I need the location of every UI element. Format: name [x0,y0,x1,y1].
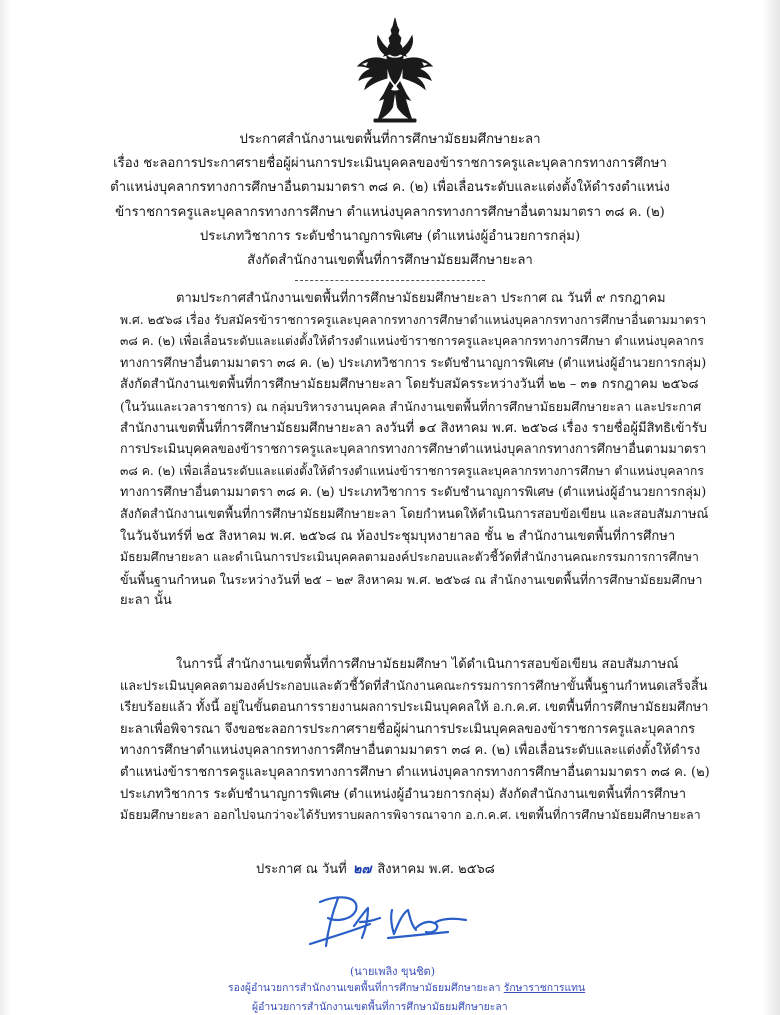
paragraph-line: มัธยมศึกษายะลา และดำเนินการประเมินบุคคลตามองค์ประกอบและตัวชี้วัดที่สำนักงานคณะกรรมการการศึกษา [120,550,699,565]
signer-title-line-1 [228,979,585,998]
dateline-prefix: ประกาศ ณ วันที่ [256,862,347,877]
paragraph-line: ๓๘ ค. (๒) เพื่อเลื่อนระดับและแต่งตั้งให้ดำรงตำแหน่งข้าราชการครูและบุคลากรทางการศึกษา ตำแหน่งบุคลากร [120,463,704,478]
paragraph-line: ยะลาเพื่อพิจารณา จึงขอชะลอการประกาศรายชื่อผู้ผ่านการประเมินบุคคลของข้าราชการครูและบุคลากร [120,721,696,737]
body-paragraph-1 [120,288,710,612]
signer-position: รองผู้อำนวยการสำนักงานเขตพื้นที่การศึกษามัธยมศึกษายะลา [228,982,501,994]
paragraph-line: ทางการศึกษาอื่นตามมาตรา ๓๘ ค. (๒) ประเภทวิชาการ ระดับชำนาญการพิเศษ (ตำแหน่งผู้อำนวยการกลุ่ม) [120,355,707,371]
paragraph-line: สังกัดสำนักงานเขตพื้นที่การศึกษามัธยมศึกษายะลา โดยรับสมัครระหว่างวันที่ ๒๒ – ๓๑ กรกฎาคม ๒๕๖๘ [120,377,699,393]
signer-acting-for: รักษาราชการแทน [503,982,586,994]
announcement-dateline [256,858,495,879]
paragraph-line: ทางการศึกษาอื่นตามมาตรา ๓๘ ค. (๒) ประเภทวิชาการ ระดับชำนาญการพิเศษ (ตำแหน่งผู้อำนวยการกลุ่ม) [120,485,707,501]
header-line-4: ข้าราชการครูและบุคลากรทางการศึกษา ตำแหน่งบุคลากรทางการศึกษาอื่นตามมาตรา ๓๘ ค. (๒) [115,204,665,220]
dateline-day: ๒๗ [352,862,372,877]
garuda-emblem-icon [354,16,436,124]
header-divider [295,280,485,281]
paragraph-line: ในวันจันทร์ที่ ๒๕ สิงหาคม พ.ศ. ๒๕๖๘ ณ ห้องประชุมบุหงายาลอ ชั้น ๒ สำนักงานเขตพื้นที่การศึกษา [120,528,676,544]
header-line-3: ตำแหน่งบุคลากรทางการศึกษาอื่นตามมาตรา ๓๘ ค. (๒) เพื่อเลื่อนระดับและแต่งตั้งให้ดำรงตำแหน่ง [110,180,670,196]
signer-title [228,979,585,1015]
header-line-1: ประกาศสำนักงานเขตพื้นที่การศึกษามัธยมศึกษายะลา [239,132,541,147]
paragraph-line: ตำแหน่งข้าราชการครูและบุคลากรทางการศึกษา ตำแหน่งบุคลากรทางการศึกษาอื่นตามมาตรา ๓๘ ค. (๒) [120,764,710,780]
paragraph-line: (ในวันและเวลาราชการ) ณ กลุ่มบริหารงานบุคคล สำนักงานเขตพื้นที่การศึกษามัธยมศึกษายะลา และประกาศ [120,398,702,414]
paragraph-line: สำนักงานเขตพื้นที่การศึกษามัธยมศึกษายะลา ลงวันที่ ๑๔ สิงหาคม พ.ศ. ๒๕๖๘ เรื่อง รายชื่อผู้มีสิทธิเข้ารับ [120,420,707,436]
paragraph-line: ยะลา นั้น [120,593,172,609]
paragraph-line: พ.ศ. ๒๕๖๘ เรื่อง รับสมัครข้าราชการครูและบุคลากรทางการศึกษาตำแหน่งบุคลากรทางการศึกษาอื่นตามมาตรา [120,312,707,327]
paragraph-line: ตามประกาศสำนักงานเขตพื้นที่การศึกษามัธยมศึกษายะลา ประกาศ ณ วันที่ ๙ กรกฎาคม [176,291,666,306]
paragraph-line: ขั้นพื้นฐานกำหนด ในระหว่างวันที่ ๒๕ – ๒๙ สิงหาคม พ.ศ. ๒๕๖๘ ณ สำนักงานเขตพื้นที่การศึกษามัธยมศึกษา [120,571,703,587]
header-line-2: เรื่อง ชะลอการประกาศรายชื่อผู้ผ่านการประเมินบุคคลของข้าราชการครูและบุคลากรทางการศึกษา [113,156,667,172]
paragraph-line: ทางการศึกษาตำแหน่งบุคลากรทางการศึกษาอื่นตามมาตรา ๓๘ ค. (๒) เพื่อเลื่อนระดับและแต่งตั้งให้ดำรง [120,743,701,759]
page-left-shadow [0,0,10,1015]
body-paragraph-2 [120,654,710,827]
paragraph-line: มัธยมศึกษายะลา ออกไปจนกว่าจะได้รับทราบผลการพิจารณาจาก อ.ก.ค.ศ. เขตพื้นที่การศึกษามัธยมศึกษายะลา [120,808,701,823]
paragraph-line: ๓๘ ค. (๒) เพื่อเลื่อนระดับและแต่งตั้งให้ดำรงตำแหน่งข้าราชการครูและบุคลากรทางการศึกษา ตำแหน่งบุคลากร [120,334,704,349]
header-line-6: สังกัดสำนักงานเขตพื้นที่การศึกษามัธยมศึกษายะลา [247,253,533,269]
paragraph-line: การประเมินบุคคลของข้าราชการครูและบุคลากรทางการศึกษาตำแหน่งบุคลากรทางการศึกษาอื่นตามมาตรา [120,442,707,458]
handwritten-signature [298,888,473,953]
page-right-shadow [762,0,780,1015]
paragraph-line: และประเมินบุคคลตามองค์ประกอบและตัวชี้วัดที่สำนักงานคณะกรรมการการศึกษาขั้นพื้นฐานกำหนดเสร็จสิ้น [120,678,708,694]
signer-title-line-2: ผู้อำนวยการสำนักงานเขตพื้นที่การศึกษามัธยมศึกษายะลา [252,1001,508,1013]
dateline-month-year: สิงหาคม พ.ศ. ๒๕๖๘ [377,862,495,877]
paragraph-line: ในการนี้ สำนักงานเขตพื้นที่การศึกษามัธยมศึกษา ได้ดำเนินการสอบข้อเขียน สอบสัมภาษณ์ [176,657,679,672]
announcement-header [100,128,680,273]
paragraph-line: เรียบร้อยแล้ว ทั้งนี้ อยู่ในขั้นตอนการรายงานผลการประเมินบุคคลให้ อ.ก.ค.ศ. เขตพื้นที่การศึกษามัธยมศึกษา [120,700,709,716]
signer-name: (นายเพลิง ขุนชิต) [350,965,435,978]
paragraph-line: ประเภทวิชาการ ระดับชำนาญการพิเศษ (ตำแหน่งผู้อำนวยการกลุ่ม) สังกัดสำนักงานเขตพื้นที่การศึกษา [120,786,687,802]
paragraph-line: สังกัดสำนักงานเขตพื้นที่การศึกษามัธยมศึกษายะลา โดยกำหนดให้ดำเนินการสอบข้อเขียน และสอบสัมภาษณ์ [120,506,709,522]
header-line-5: ประเภทวิชาการ ระดับชำนาญการพิเศษ (ตำแหน่งผู้อำนวยการกลุ่ม) [199,228,581,244]
